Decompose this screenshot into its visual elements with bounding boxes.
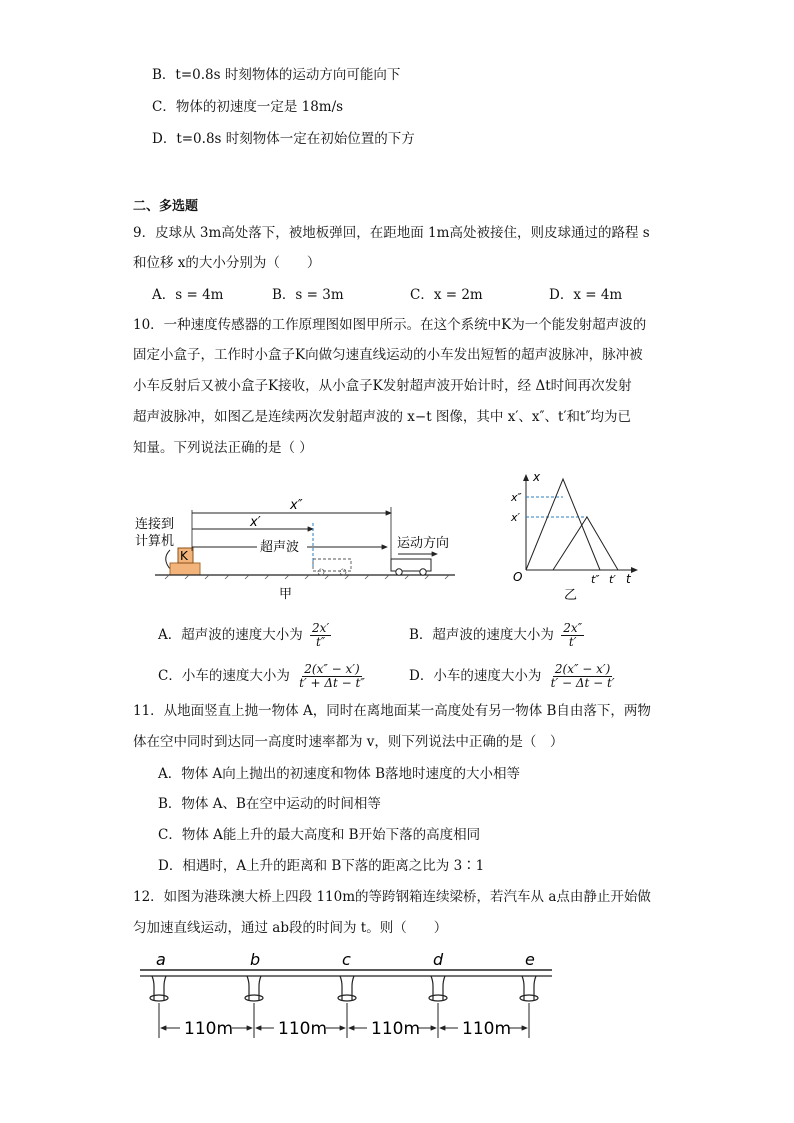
label-connect-1: 连接到 <box>135 517 175 532</box>
q10-line2: 固定小盒子，工作时小盒子K向做匀速直线运动的小车发出短暂的超声波脉冲，脉冲被 <box>133 347 643 363</box>
point-e: e <box>525 950 535 969</box>
q9-option-d: D．x = 4m <box>549 287 623 303</box>
span-ab: 110m <box>184 1019 234 1039</box>
q10-option-a-text: A．超声波的速度大小为 <box>158 627 303 643</box>
caption-yi: 乙 <box>564 588 578 603</box>
q10-option-a-fraction <box>310 622 331 649</box>
point-a: a <box>156 950 166 969</box>
wave-label: 超声波 <box>260 540 300 555</box>
span-cd: 110m <box>371 1019 421 1039</box>
q10-option-d-text: D．小车的速度大小为 <box>409 668 542 684</box>
q10-option-a-denominator: t″ <box>315 635 326 649</box>
q10-option-c-text: C．小车的速度大小为 <box>158 668 290 684</box>
q10-option-b-text: B．超声波的速度大小为 <box>409 627 554 643</box>
q10-option-b-numerator: 2x″ <box>563 621 583 635</box>
q10-option-a-numerator: 2x′ <box>312 621 330 635</box>
origin-label: O <box>513 570 523 584</box>
option-d-prev: D．t=0.8s 时刻物体一定在初始位置的下方 <box>152 131 415 147</box>
q9-option-a: A．s = 4m <box>152 287 224 303</box>
y-axis-label: x <box>533 470 541 484</box>
figure-yi <box>505 465 645 605</box>
q12-line2: 匀加速直线运动，通过 ab段的时间为 t。则（ ） <box>133 920 448 936</box>
point-b: b <box>250 950 261 969</box>
car-ghost-wheel-left <box>318 569 324 575</box>
q11-line2: 体在空中同时到达同一高度时速率都为 v，则下列说法中正确的是（ ） <box>133 734 564 750</box>
q11-option-b: B．物体 A、B在空中运动的时间相等 <box>158 796 381 812</box>
q9-line1: 9．皮球从 3m高处落下，被地板弹回，在距地面 1m高处被接住，则皮球通过的路程 s <box>133 225 650 241</box>
q10-option-c <box>158 663 367 690</box>
car-ghost-wheel-right <box>340 569 346 575</box>
label-connect-2: 计算机 <box>135 534 175 549</box>
q10-option-c-denominator: t′ + Δt − t″ <box>299 676 365 690</box>
q10-option-c-fraction <box>297 663 367 690</box>
q11-option-c: C．物体 A能上升的最大高度和 B开始下落的高度相同 <box>158 827 481 843</box>
option-c-prev: C．物体的初速度一定是 18m/s <box>152 99 344 115</box>
car-wheel-right <box>420 569 426 575</box>
x-axis-label: t <box>626 572 631 586</box>
q9-line2: 和位移 x的大小分别为（ ） <box>133 255 321 271</box>
point-c: c <box>342 950 351 969</box>
car-wheel-left <box>396 569 402 575</box>
q10-option-c-numerator: 2(x″ − x′) <box>304 662 360 676</box>
option-b-prev: B．t=0.8s 时刻物体的运动方向可能向下 <box>152 67 401 83</box>
q10-line4: 超声波脉冲，如图乙是连续两次发射超声波的 x−t 图像，其中 x′、x″、t′和t″均为已 <box>133 409 632 425</box>
q10-option-b-denominator: t′ <box>568 635 577 649</box>
span-de: 110m <box>462 1019 512 1039</box>
q10-option-d <box>409 663 617 690</box>
point-d: d <box>433 950 444 969</box>
bridge-figure <box>140 948 560 1043</box>
q11-option-d: D．相遇时，A上升的距离和 B下落的距离之比为 3∶1 <box>158 858 485 874</box>
bridge-piers <box>150 976 538 1001</box>
span-bc: 110m <box>278 1019 328 1039</box>
sensor-box-label: K <box>180 549 188 563</box>
x2-label: x″ <box>290 498 303 513</box>
ytick-x-prime: x′ <box>511 511 521 524</box>
x1-label: x′ <box>250 515 261 530</box>
direction-label: 运动方向 <box>397 536 450 551</box>
q9-option-c: C．x = 2m <box>410 287 483 303</box>
xtick-t-prime: t′ <box>609 573 616 586</box>
q10-line3: 小车反射后又被小盒子K接收，从小盒子K发射超声波开始计时，经 Δt时间再次发射 <box>133 378 632 394</box>
q10-option-d-numerator: 2(x″ − x′) <box>554 662 611 676</box>
q10-option-d-denominator: t′ − Δt − t′ <box>550 676 615 690</box>
q10-option-b <box>409 622 584 649</box>
q11-line1: 11．从地面竖直上抛一物体 A，同时在离地面某一高度处有另一物体 B自由落下，两物 <box>133 703 651 719</box>
q10-option-a <box>158 622 331 649</box>
xtick-t-double-prime: t″ <box>591 573 600 586</box>
figure-jia <box>125 495 465 605</box>
q12-line1: 12．如图为港珠澳大桥上四段 110m的等跨钢箱连续梁桥，若汽车从 a点由静止开始做 <box>133 889 651 905</box>
section-title: 二、多选题 <box>133 199 199 214</box>
ytick-x-double-prime: x″ <box>511 491 522 504</box>
car-ghost <box>313 559 351 571</box>
q10-option-b-fraction <box>561 622 584 649</box>
caption-jia: 甲 <box>279 587 293 602</box>
q11-option-a: A．物体 A向上抛出的初速度和物体 B落地时速度的大小相等 <box>158 766 521 782</box>
q10-line5: 知量。下列说法正确的是（ ） <box>133 440 313 456</box>
q10-line1: 10．一种速度传感器的工作原理图如图甲所示。在这个系统中K为一个能发射超声波的 <box>133 317 647 333</box>
pulse-2-line <box>553 517 618 570</box>
pulse-1-line <box>526 479 600 570</box>
q9-option-b: B．s = 3m <box>272 287 344 303</box>
q10-option-d-fraction <box>549 663 617 690</box>
base-block <box>170 563 200 575</box>
